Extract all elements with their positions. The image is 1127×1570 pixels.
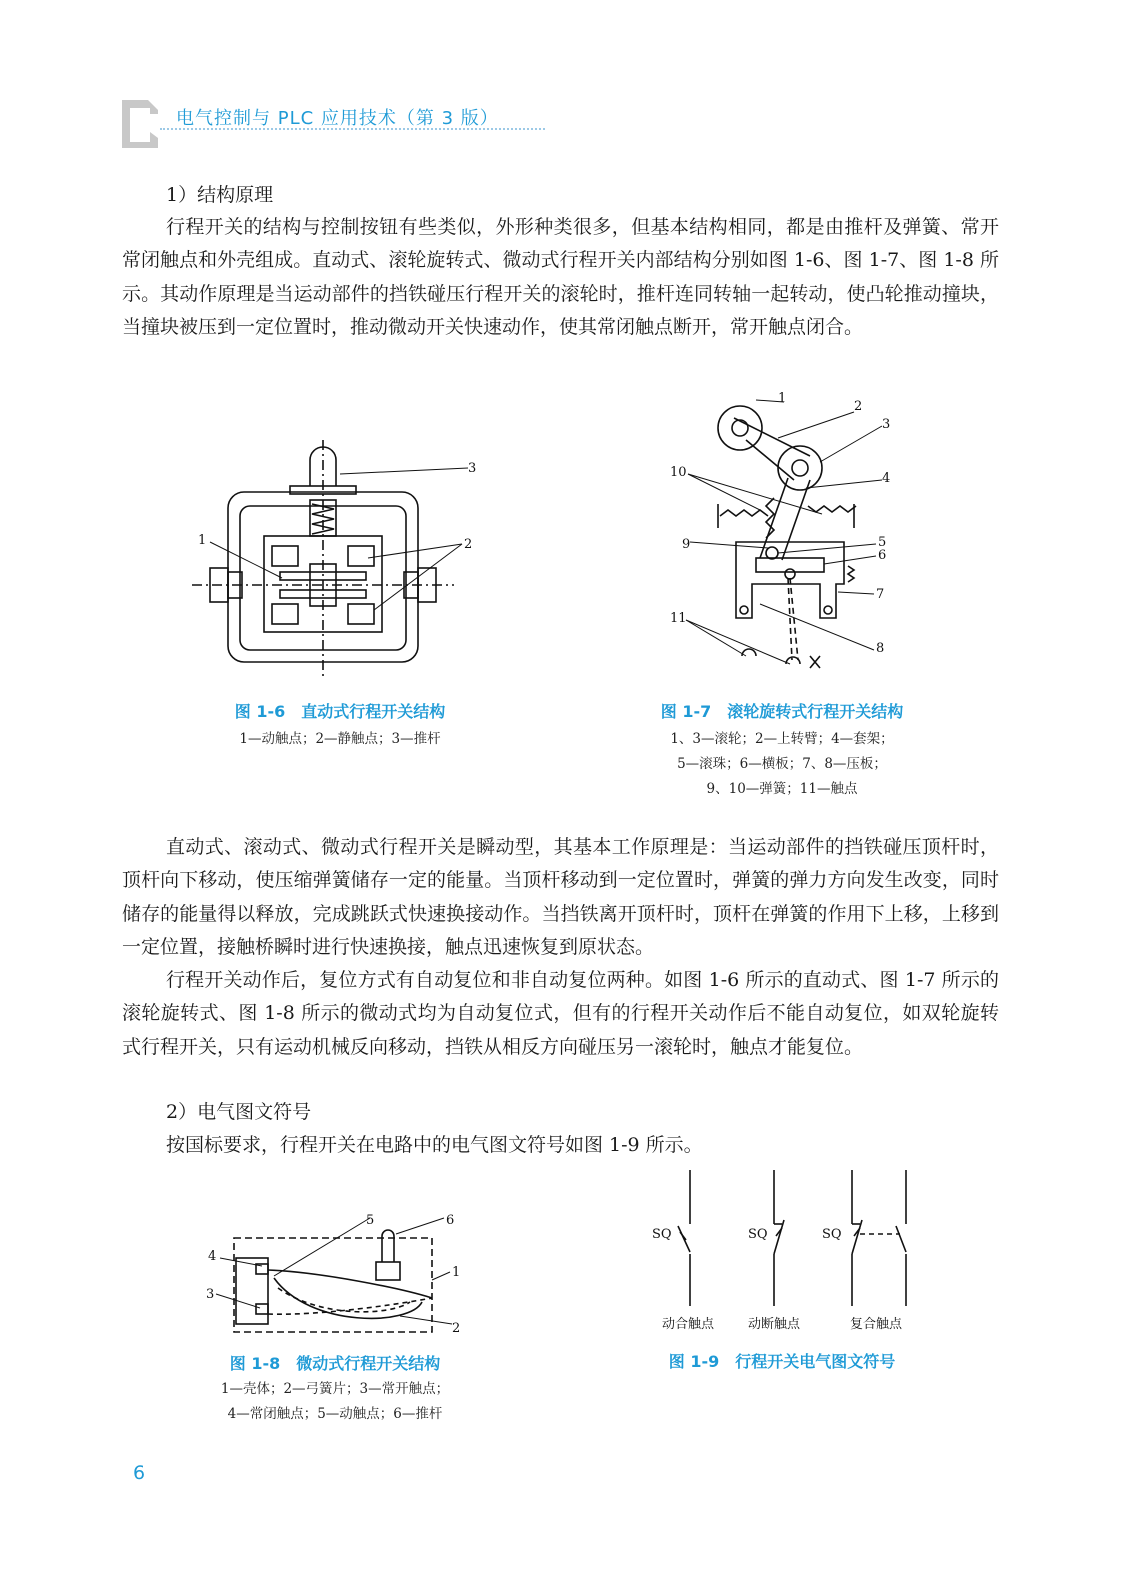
chapter-corner-mark <box>120 98 160 150</box>
figure-1-7-title: 滚轮旋转式行程开关结构 <box>727 702 904 721</box>
figure-1-8-legend-line-1: 1—壳体；2—弓簧片；3—常开触点； <box>220 1381 450 1397</box>
fig7-label-9: 9 <box>682 537 691 552</box>
figure-1-7-number: 图 1-7 <box>660 702 712 721</box>
running-header-title: 电气控制与 PLC 应用技术（第 3 版） <box>176 108 499 129</box>
figure-1-9-diagram <box>640 1166 930 1336</box>
fig8-label-4: 4 <box>208 1249 217 1264</box>
figure-1-8-legend <box>160 1377 510 1427</box>
section-heading-symbol: 2）电气图文符号 <box>166 1101 312 1123</box>
fig9-symbol-normally-closed: 动断触点 <box>748 1317 801 1332</box>
figure-1-9-title: 行程开关电气图文符号 <box>735 1352 896 1371</box>
figure-1-7-diagram <box>660 388 910 684</box>
fig7-label-6: 6 <box>878 548 887 563</box>
figure-1-7-legend-line-3: 9、10—弹簧；11—触点 <box>706 781 858 797</box>
fig8-label-3: 3 <box>206 1287 215 1302</box>
figure-1-6-caption <box>160 699 520 722</box>
figure-1-7-legend-line-1: 1、3—滚轮；2—上转臂；4—套架； <box>670 731 894 747</box>
fig7-label-10: 10 <box>670 465 687 480</box>
figure-1-9-number: 图 1-9 <box>668 1352 720 1371</box>
paragraph-structure: 行程开关的结构与控制按钮有些类似，外形种类很多，但基本结构相同，都是由推杆及弹簧、常开常闭触点和外壳组成。直动式、滚轮旋转式、微动式行程开关内部结构分别如图 1-6、图 1-7、图 1-8 所示。其动作原理是当运动部件的挡铁碰压行程开关的滚轮时，推杆连同转轴一起转动，使凸轮推动撞块，当撞块被压到一定位置时，推动微动开关快速动作，使其常闭触点断开，常开触点闭合。 <box>122 216 999 338</box>
figure-1-6-legend <box>160 727 520 752</box>
fig8-label-5: 5 <box>366 1213 375 1228</box>
page-number: 6 <box>133 1462 146 1484</box>
fig7-label-2: 2 <box>854 399 863 414</box>
fig9-sq-label-3: SQ <box>822 1227 842 1242</box>
fig6-label-3: 3 <box>468 461 477 476</box>
fig7-label-8: 8 <box>876 641 885 656</box>
figure-1-8-caption <box>160 1351 510 1374</box>
header-dotted-rule <box>160 128 545 130</box>
fig6-label-1: 1 <box>198 533 207 548</box>
figure-1-7-legend <box>602 727 962 802</box>
figure-1-6-legend-line: 1—动触点；2—静触点；3—推杆 <box>239 731 441 747</box>
section-heading-structure: 1）结构原理 <box>166 184 274 206</box>
paragraph-symbol: 按国标要求，行程开关在电路中的电气图文符号如图 1-9 所示。 <box>166 1134 703 1156</box>
figure-1-8-number: 图 1-8 <box>229 1354 281 1373</box>
figure-1-6-number: 图 1-6 <box>234 702 286 721</box>
fig8-label-1: 1 <box>452 1265 461 1280</box>
fig6-label-2: 2 <box>464 537 473 552</box>
figure-1-8-legend-line-2: 4—常闭触点；5—动触点；6—推杆 <box>227 1406 443 1422</box>
fig7-label-4: 4 <box>882 471 891 486</box>
fig7-label-1: 1 <box>778 391 787 406</box>
paragraph-reset: 行程开关动作后，复位方式有自动复位和非自动复位两种。如图 1-6 所示的直动式、图 1-7 所示的滚轮旋转式、图 1-8 所示的微动式均为自动复位式，但有的行程开关动作后不能自动复位，如双轮旋转式行程开关，只有运动机械反向移动，挡铁从相反方向碰压另一滚轮时，触点才能复位。 <box>122 969 999 1058</box>
fig7-label-7: 7 <box>876 587 885 602</box>
fig8-label-2: 2 <box>452 1321 461 1336</box>
fig9-symbol-composite: 复合触点 <box>850 1317 903 1332</box>
figure-1-6-title: 直动式行程开关结构 <box>301 702 446 721</box>
fig7-label-3: 3 <box>882 417 891 432</box>
figure-1-9-caption <box>602 1349 962 1372</box>
fig9-symbol-normally-open: 动合触点 <box>662 1317 715 1332</box>
fig9-sq-label-2: SQ <box>748 1227 768 1242</box>
figure-1-7-caption <box>602 699 962 722</box>
fig8-label-6: 6 <box>446 1213 455 1228</box>
figure-1-8-diagram <box>200 1208 470 1338</box>
paragraph-principle: 直动式、滚动式、微动式行程开关是瞬动型，其基本工作原理是：当运动部件的挡铁碰压顶杆时，顶杆向下移动，使压缩弹簧储存一定的能量。当顶杆移动到一定位置时，弹簧的弹力方向发生改变，同时储存的能量得以释放，完成跳跃式快速换接动作。当挡铁离开顶杆时，顶杆在弹簧的作用下上移，上移到一定位置，接触桥瞬时进行快速换接，触点迅速恢复到原状态。 <box>122 836 999 958</box>
fig7-label-11: 11 <box>670 611 687 626</box>
figure-1-8-title: 微动式行程开关结构 <box>296 1354 441 1373</box>
figure-1-6-diagram <box>190 440 490 680</box>
figure-1-7-legend-line-2: 5—滚珠；6—横板；7、8—压板； <box>677 756 887 772</box>
fig9-sq-label-1: SQ <box>652 1227 672 1242</box>
fig7-label-5: 5 <box>878 535 887 550</box>
